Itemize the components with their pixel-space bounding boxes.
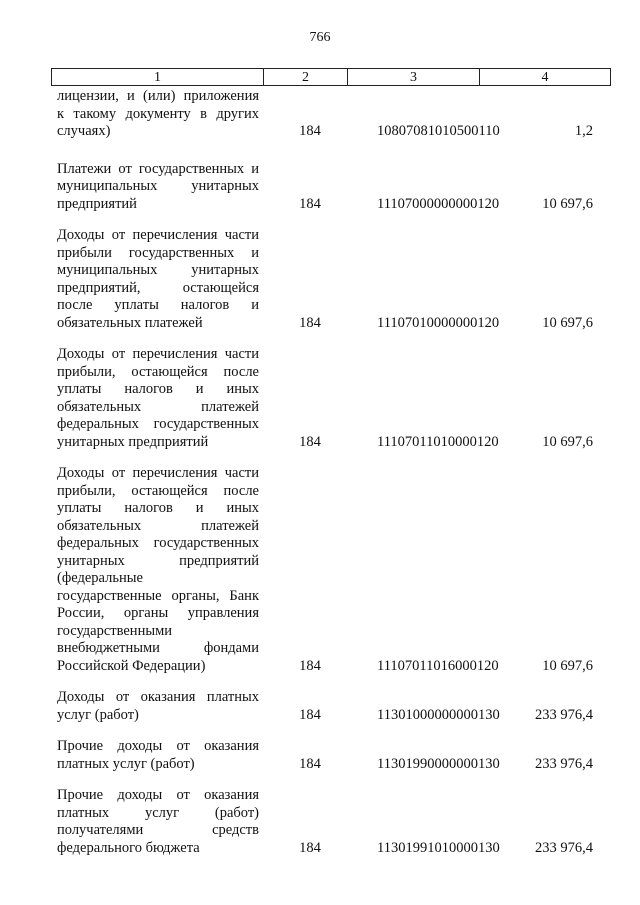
row-admin-code: 184: [299, 706, 321, 723]
description-line: Доходы от перечисления части: [57, 346, 259, 362]
table-row: [51, 689, 611, 724]
description-line: (федеральные: [57, 570, 143, 586]
description-line: услуг (работ): [57, 706, 139, 723]
row-description: [51, 465, 263, 675]
description-line: унитарных предприятий: [57, 552, 259, 569]
description-line: федеральных государственных: [57, 535, 259, 551]
description-line: унитарных предприятий: [57, 433, 209, 450]
table-row: [51, 787, 611, 857]
row-budget-code: 11301000000000130: [377, 706, 500, 723]
description-line: внебюджетными фондами: [57, 640, 259, 656]
row-description: [51, 738, 263, 773]
description-line: платных услуг (работ): [57, 755, 195, 772]
description-line: получателями средств: [57, 822, 259, 838]
row-amount: 1,2: [574, 123, 593, 139]
table-row: [51, 738, 611, 773]
row-budget-code: 11107011016000120: [377, 657, 499, 674]
description-line: государственные органы, Банк: [57, 587, 259, 604]
description-line: государственными: [57, 622, 173, 639]
table-row: [51, 465, 611, 675]
description-line: обязательных платежей: [57, 314, 203, 331]
description-line: предприятий, остающейся: [57, 279, 259, 296]
row-admin-code: 184: [299, 755, 321, 772]
row-description: [51, 689, 263, 724]
row-amount: 10 697,6: [542, 657, 593, 674]
row-amount: 233 976,4: [535, 839, 593, 856]
row-description: [51, 88, 263, 141]
row-amount: 10 697,6: [542, 195, 593, 212]
description-line: лицензии, и (или) приложения: [57, 88, 259, 104]
row-budget-code: 11301991010000130: [377, 839, 500, 856]
description-line: уплаты налогов и иных: [57, 500, 259, 516]
row-budget-code: 11107011010000120: [377, 433, 499, 450]
description-line: Доходы от перечисления части: [57, 227, 259, 243]
row-description: [51, 787, 263, 857]
header-col-4: 4: [479, 68, 611, 86]
description-line: к такому документу в других: [57, 105, 259, 122]
description-line: после уплаты налогов и: [57, 297, 259, 313]
description-line: Прочие доходы от оказания: [57, 738, 259, 754]
row-admin-code: 184: [299, 433, 321, 450]
description-line: прибыли, остающейся после: [57, 482, 259, 499]
row-description: [51, 161, 263, 214]
row-amount: 10 697,6: [542, 433, 593, 450]
description-line: Российской Федерации): [57, 657, 206, 674]
description-line: уплаты налогов и иных: [57, 381, 259, 397]
description-line: России, органы управления: [57, 605, 259, 621]
row-description: [51, 346, 263, 451]
table-row: [51, 88, 611, 141]
page-number: 766: [309, 30, 331, 45]
row-amount: 233 976,4: [535, 755, 593, 772]
row-admin-code: 184: [299, 123, 321, 139]
description-line: платных услуг (работ): [57, 804, 259, 821]
description-line: Платежи от государственных и: [57, 160, 259, 177]
table-row: [51, 161, 611, 214]
row-admin-code: 184: [299, 657, 321, 674]
description-line: Прочие доходы от оказания: [57, 787, 259, 803]
description-line: Доходы от оказания платных: [57, 689, 259, 705]
description-line: федерального бюджета: [57, 839, 200, 856]
row-amount: 233 976,4: [535, 706, 593, 723]
row-admin-code: 184: [299, 839, 321, 856]
row-admin-code: 184: [299, 314, 321, 331]
description-line: Доходы от перечисления части: [57, 465, 259, 481]
description-line: муниципальных унитарных: [57, 178, 259, 194]
header-col-3: 3: [347, 68, 479, 86]
row-description: [51, 227, 263, 332]
description-line: предприятий: [57, 195, 137, 212]
table-row: [51, 227, 611, 332]
header-col-1: 1: [51, 68, 263, 86]
row-budget-code: 11301990000000130: [377, 755, 500, 772]
description-line: муниципальных унитарных: [57, 262, 259, 278]
row-budget-code: 10807081010500110: [377, 123, 500, 139]
table-row: [51, 346, 611, 451]
description-line: обязательных платежей: [57, 398, 259, 415]
table-body: [51, 88, 611, 871]
header-col-2: 2: [263, 68, 347, 86]
description-line: прибыли, остающейся после: [57, 363, 259, 380]
row-amount: 10 697,6: [542, 314, 593, 331]
description-line: федеральных государственных: [57, 416, 259, 432]
row-budget-code: 11107010000000120: [377, 314, 500, 331]
table-header-row: [51, 68, 611, 86]
row-budget-code: 11107000000000120: [377, 195, 500, 212]
description-line: прибыли государственных и: [57, 244, 259, 261]
description-line: случаях): [57, 123, 111, 139]
row-admin-code: 184: [299, 195, 321, 212]
description-line: обязательных платежей: [57, 517, 259, 534]
